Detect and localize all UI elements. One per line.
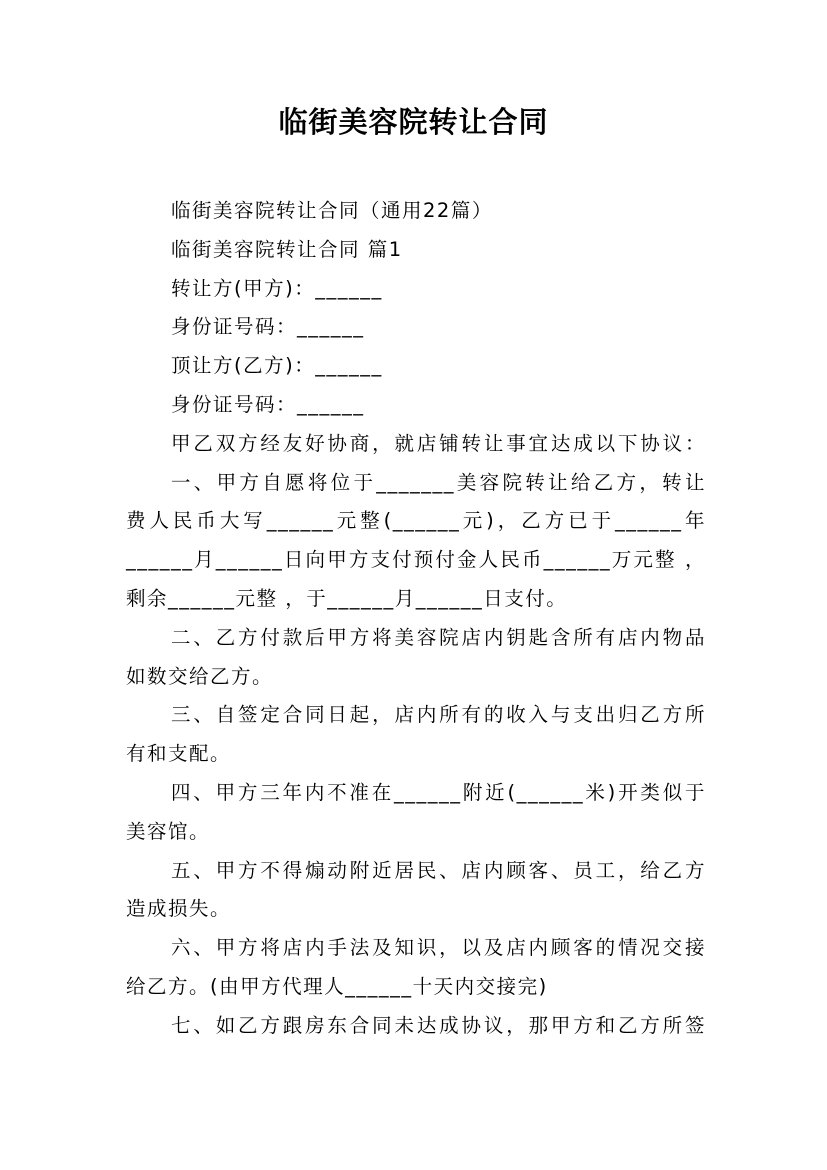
transferor-line: 转让方(甲方)：______ [171,276,383,300]
clause-1-line-2: 费人民币大写______元整(______元)，乙方已于______年 [126,509,706,533]
clause-7-line-1: 七、如乙方跟房东合同未达成协议，那甲方和乙方所签 [171,1013,706,1037]
document-title: 临街美容院转让合同 [278,105,549,139]
clause-4-line-1: 四、甲方三年内不准在______附近(______米)开类似于 [171,780,706,804]
clause-5-line-1: 五、甲方不得煽动附近居民、店内顾客、员工，给乙方 [171,858,706,882]
clause-4-line-2: 美容馆。 [126,819,211,843]
clause-1-line-1: 一、甲方自愿将位于_______美容院转让给乙方，转让 [171,470,706,494]
subtitle-line: 临街美容院转让合同（通用22篇） [171,199,493,222]
document-body [126,192,706,1046]
clause-6-line-2: 给乙方。(由甲方代理人______十天内交接完) [126,974,548,998]
transferor-id-line: 身份证号码：______ [171,315,365,339]
clause-2-line-2: 如数交给乙方。 [126,664,274,688]
transferee-line: 顶让方(乙方)：______ [171,354,383,378]
clause-3-line-1: 三、自签定合同日起，店内所有的收入与支出归乙方所 [171,703,706,727]
transferee-id-line: 身份证号码：______ [171,392,365,416]
clause-5-line-2: 造成损失。 [126,897,232,921]
clause-3-line-2: 有和支配。 [126,742,232,766]
agreement-intro-line: 甲乙双方经友好协商，就店铺转让事宜达成以下协议： [171,431,706,455]
clause-1-line-4: 剩余______元整 ，于______月______日支付。 [126,586,568,610]
clause-6-line-1: 六、甲方将店内手法及知识，以及店内顾客的情况交接 [171,936,706,960]
clause-1-line-3: ______月______日向甲方支付预付金人民币______万元整 ， [126,548,706,572]
clause-2-line-1: 二、乙方付款后甲方将美容院店内钥匙含所有店内物品 [171,625,706,649]
section-heading: 临街美容院转让合同 篇1 [171,237,403,261]
